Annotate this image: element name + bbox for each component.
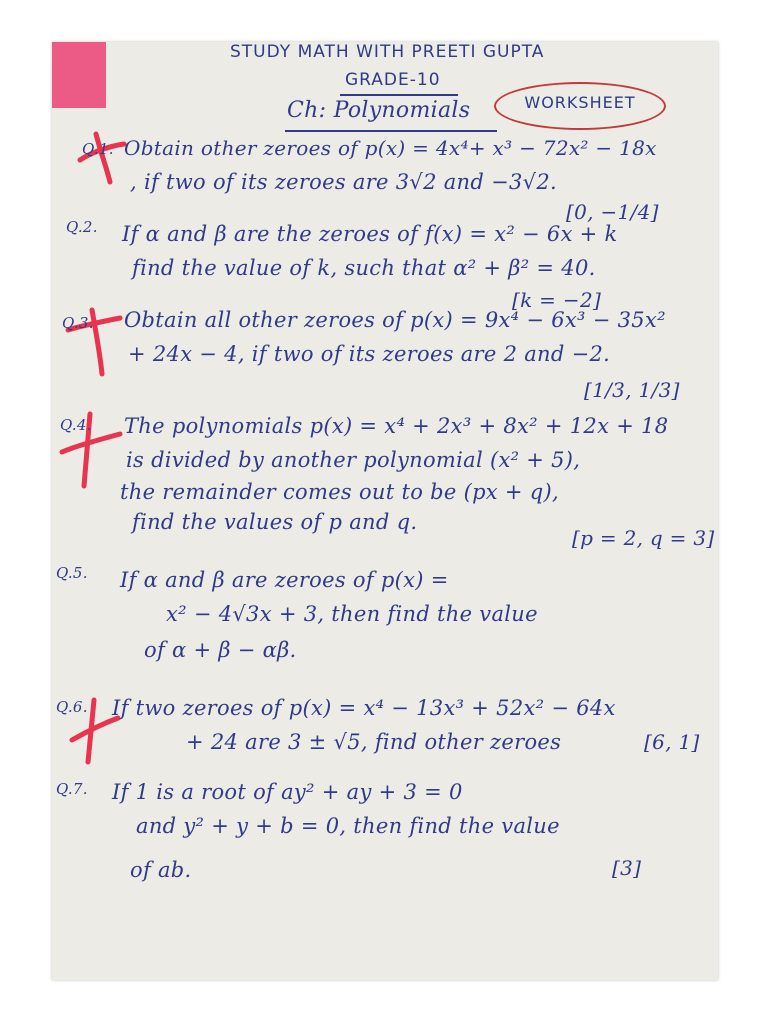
question-line: find the value of k, such that α² + β² = 40. [132,256,596,280]
question-line: + 24x − 4, if two of its zeroes are 2 and −2. [128,342,611,366]
answer: [p = 2, q = 3] [572,526,715,550]
answer: [3] [612,856,642,880]
question-line: Obtain all other zeroes of p(x) = 9x⁴ − 6x³ − 35x² [124,308,666,332]
question-line: of ab. [130,858,192,882]
worksheet-badge-label: WORKSHEET [524,93,636,112]
question-number: Q.5. [56,564,88,582]
chapter-title: Ch: Polynomials [287,98,471,123]
worksheet-badge [494,82,666,130]
grade-label: GRADE-10 [345,70,441,90]
question-line: If two zeroes of p(x) = x⁴ − 13x³ + 52x² − 64x [112,696,616,720]
question-line: of α + β − αβ. [144,638,297,662]
question-line: The polynomials p(x) = x⁴ + 2x³ + 8x² + 12x + 18 [124,414,669,438]
answer: [k = −2] [512,288,602,312]
header-title: STUDY MATH WITH PREETI GUPTA [230,42,545,62]
question-number: Q.7. [56,780,88,798]
answer: [6, 1] [644,730,700,754]
question-number: Q.1. [82,140,114,158]
question-line: the remainder comes out to be (px + q), [120,480,560,504]
grade-underline [340,94,458,96]
question-line: If 1 is a root of ay² + ay + 3 = 0 [112,780,463,804]
question-line: and y² + y + b = 0, then find the value [136,814,560,838]
answer: [0, −1/4] [566,200,659,224]
question-line: find the values of p and q. [132,510,418,534]
answer: [1/3, 1/3] [584,378,680,402]
question-line: is divided by another polynomial (x² + 5), [126,448,581,472]
pink-sticky-note [52,42,106,108]
question-number: Q.4. [60,416,92,434]
question-line: , if two of its zeroes are 3√2 and −3√2. [130,170,557,194]
question-number: Q.3. [62,314,94,332]
question-line: If α and β are the zeroes of f(x) = x² − 6x + k [122,222,618,246]
question-line: + 24 are 3 ± √5, find other zeroes [186,730,562,754]
question-number: Q.6. [56,698,88,716]
question-line: If α and β are zeroes of p(x) = [120,568,449,592]
chapter-underline [285,130,497,132]
question-line: Obtain other zeroes of p(x) = 4x⁴+ x³ − 72x² − 18x [124,136,657,160]
question-line: x² − 4√3x + 3, then find the value [166,602,538,626]
question-number: Q.2. [66,218,98,236]
